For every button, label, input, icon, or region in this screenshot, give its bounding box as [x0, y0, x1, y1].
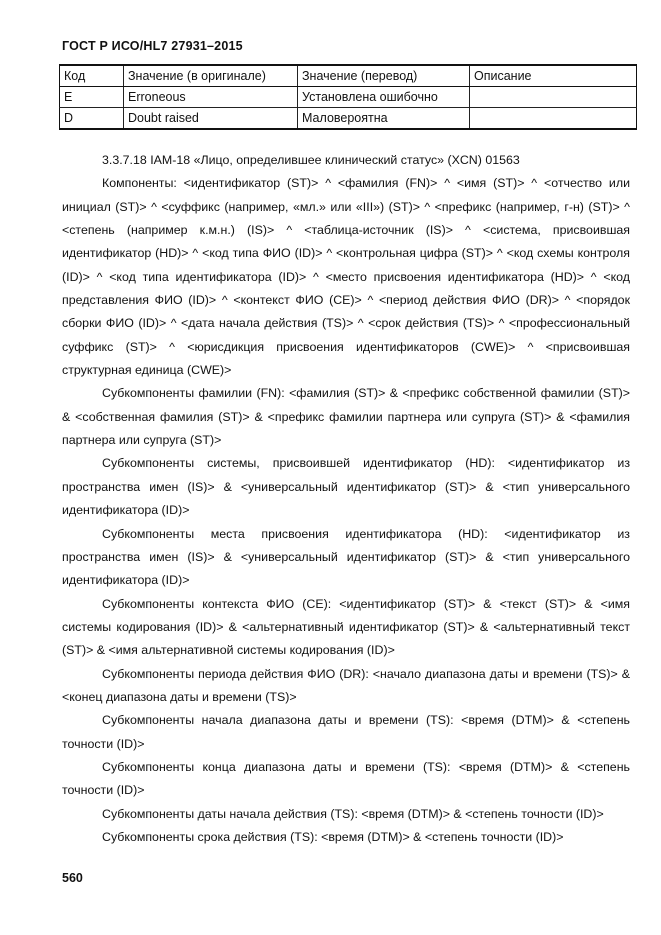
paragraph-family-name: Субкомпоненты фамилии (FN): <фамилия (ST)> & <префикс собственной фамилии (ST)> & <собственная фамилия (ST)> & <префикс фамилии партнера или супруга (ST)> & <фамилия партнера или супруга (ST)>: [62, 386, 630, 448]
table-row: [60, 108, 637, 130]
cell-translation: Маловероятна: [298, 108, 470, 130]
column-header-code: Код: [60, 65, 124, 87]
cell-translation: Установлена ошибочно: [298, 87, 470, 108]
page-number: 560: [62, 871, 83, 885]
cell-description: [470, 87, 637, 108]
column-header-translation: Значение (перевод): [298, 65, 470, 87]
table-row: [60, 87, 637, 108]
paragraph-assigning-facility: Субкомпоненты места присвоения идентификатора (HD): <идентификатор из пространства имен (IS)> & <универсальный идентификатор (ST)> & <тип универсального идентификатора (ID)>: [62, 526, 630, 588]
cell-description: [470, 108, 637, 130]
cell-code: D: [60, 108, 124, 130]
paragraph-assigning-authority: Субкомпоненты системы, присвоившей идентификатор (HD): <идентификатор из пространства имен (IS)> & <универсальный идентификатор (ST)> & <тип универсального идентификатора (ID)>: [62, 456, 630, 518]
code-table: [59, 64, 637, 130]
paragraph-components: Компоненты: <идентификатор (ST)> ^ <фамилия (FN)> ^ <имя (ST)> ^ <отчество или инициал (ST)> ^ <суффикс (например, «мл.» или «III») (ST)> ^ <префикс (например, г-н) (ST)> ^ <степень (например к.м.н.) (IS)> ^ <таблица-источник (IS)> ^ <система, присвоившая идентификатор (HD)> ^ <код типа ФИО (ID)> ^ <контрольная цифра (ST)> ^ <код схемы контроля (ID)> ^ <код типа идентификатора (ID)> ^ <место присвоения идентификатора (HD)> ^ <код представления ФИО (ID)> ^ <контекст ФИО (CE)> ^ <период действия ФИО (DR)> ^ <порядок сборки ФИО (ID)> ^ <дата начала действия (TS)> ^ <срок действия (TS)> ^ <профессиональный суффикс (ST)> ^ <юрисдикция присвоения идентификаторов (CWE)> ^ <присвоившая структурная единица (CWE)>: [62, 176, 630, 378]
table-header-row: [60, 65, 637, 87]
paragraph-range-end: Субкомпоненты конца диапазона даты и времени (TS): <время (DTM)> & <степень точности (ID)>: [62, 759, 630, 798]
document-header: ГОСТ Р ИСО/HL7 27931–2015: [62, 39, 243, 53]
paragraph-name-validity-range: Субкомпоненты периода действия ФИО (DR): <начало диапазона даты и времени (TS)> & <конец диапазона даты и времени (TS)>: [62, 666, 630, 704]
paragraph-name-context: Субкомпоненты контекста ФИО (CE): <идентификатор (ST)> & <текст (ST)> & <имя системы кодирования (ID)> & <альтернативный идентификатор (ST)> & <альтернативный текст (ST)> & <имя альтернативной системы кодирования (ID)>: [62, 596, 630, 658]
cell-code: E: [60, 87, 124, 108]
cell-original: Erroneous: [124, 87, 298, 108]
cell-original: Doubt raised: [124, 108, 298, 130]
column-header-original: Значение (в оригинале): [124, 65, 298, 87]
paragraph-expiration-date: Субкомпоненты срока действия (TS): <время (DTM)> & <степень точности (ID)>: [102, 829, 564, 844]
paragraph-effective-date: Субкомпоненты даты начала действия (TS): <время (DTM)> & <степень точности (ID)>: [102, 806, 604, 821]
column-header-description: Описание: [470, 65, 637, 87]
section-title: 3.3.7.18 IAM-18 «Лицо, определившее клинический статус» (XCN) 01563: [102, 153, 520, 167]
document-body: [62, 149, 630, 849]
paragraph-range-start: Субкомпоненты начала диапазона даты и времени (TS): <время (DTM)> & <степень точности (ID)>: [62, 713, 630, 751]
